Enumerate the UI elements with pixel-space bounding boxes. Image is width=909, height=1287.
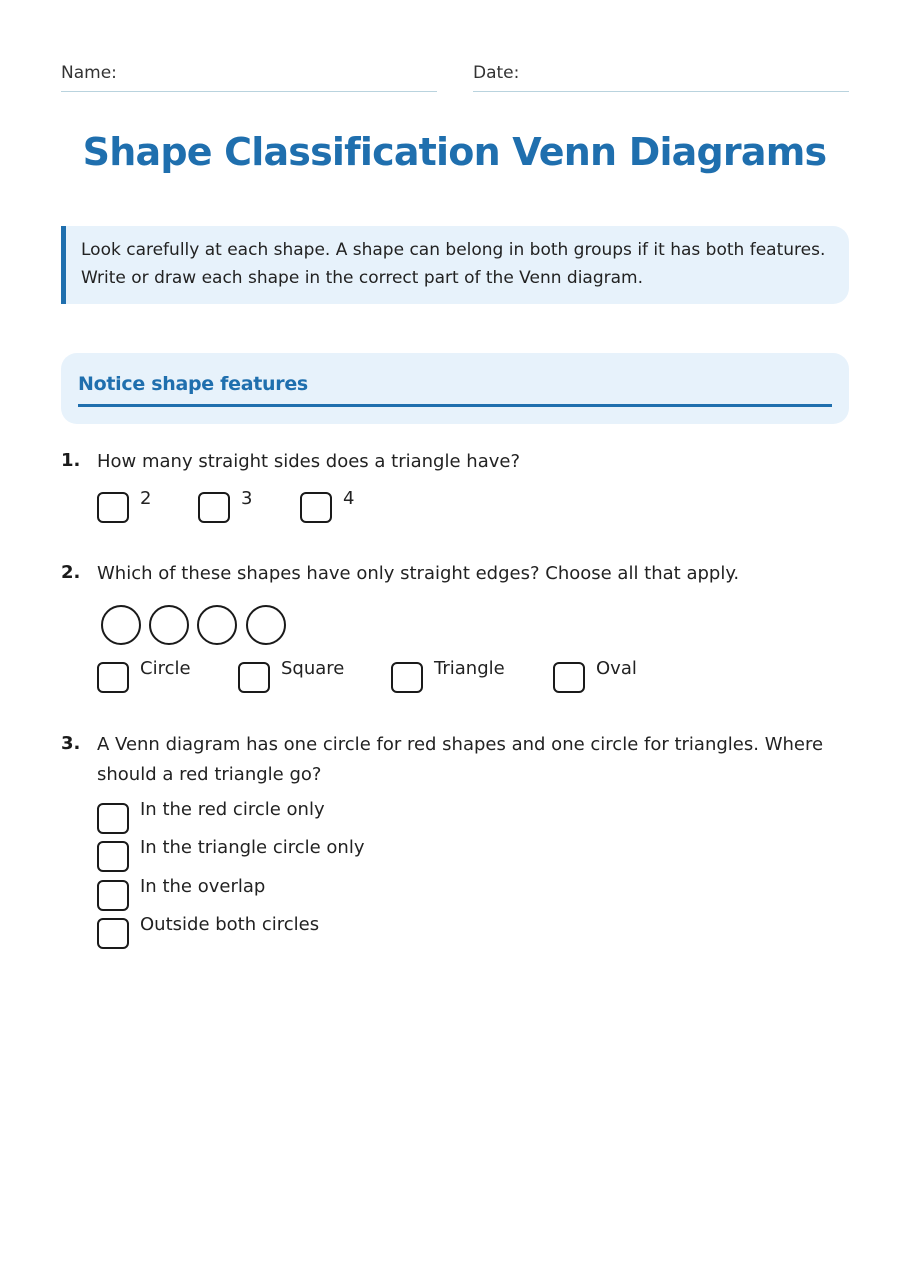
section-title: Notice shape features [78,370,832,407]
option-label: In the red circle only [140,799,325,820]
option-label: In the triangle circle only [140,837,365,858]
checkbox[interactable] [97,662,129,693]
name-field[interactable] [61,60,437,92]
checkbox[interactable] [97,803,129,834]
circle-shape [246,605,286,645]
checkbox[interactable] [391,662,423,693]
name-label: Name: [61,63,117,83]
question-3-text-line-1: A Venn diagram has one circle for red shapes and one circle for triangles. Where [97,734,824,755]
circle-shape [197,605,237,645]
checkbox[interactable] [97,492,129,523]
checkbox[interactable] [198,492,230,523]
circle-shape [149,605,189,645]
checkbox[interactable] [300,492,332,523]
option-label: Outside both circles [140,914,320,935]
question-2-number: 2. [61,562,81,583]
circle-shape [101,605,141,645]
option-label: Circle [140,658,191,679]
checkbox[interactable] [238,662,270,693]
option-label: Oval [596,658,637,679]
page-title: Shape Classification Venn Diagrams [82,130,827,174]
option-label: 4 [343,488,355,509]
question-3-number: 3. [61,733,81,754]
checkbox[interactable] [553,662,585,693]
checkbox[interactable] [97,918,129,949]
instructions-line-2: Write or draw each shape in the correct part of the Venn diagram. [81,268,643,288]
date-label: Date: [473,63,520,83]
question-1-number: 1. [61,450,81,471]
option-label: 2 [140,488,152,509]
checkbox[interactable] [97,880,129,911]
date-field[interactable] [473,60,849,92]
option-label: In the overlap [140,876,266,897]
checkbox[interactable] [97,841,129,872]
question-3-text-line-2: should a red triangle go? [97,764,322,785]
instructions-line-1: Look carefully at each shape. A shape can belong in both groups if it has both features. [81,240,826,260]
question-1-text: How many straight sides does a triangle have? [97,451,520,472]
option-label: Square [281,658,345,679]
section-header [61,353,849,424]
question-2-text: Which of these shapes have only straight edges? Choose all that apply. [97,563,740,584]
option-label: 3 [241,488,253,509]
option-label: Triangle [434,658,505,679]
instructions-box [61,226,849,304]
